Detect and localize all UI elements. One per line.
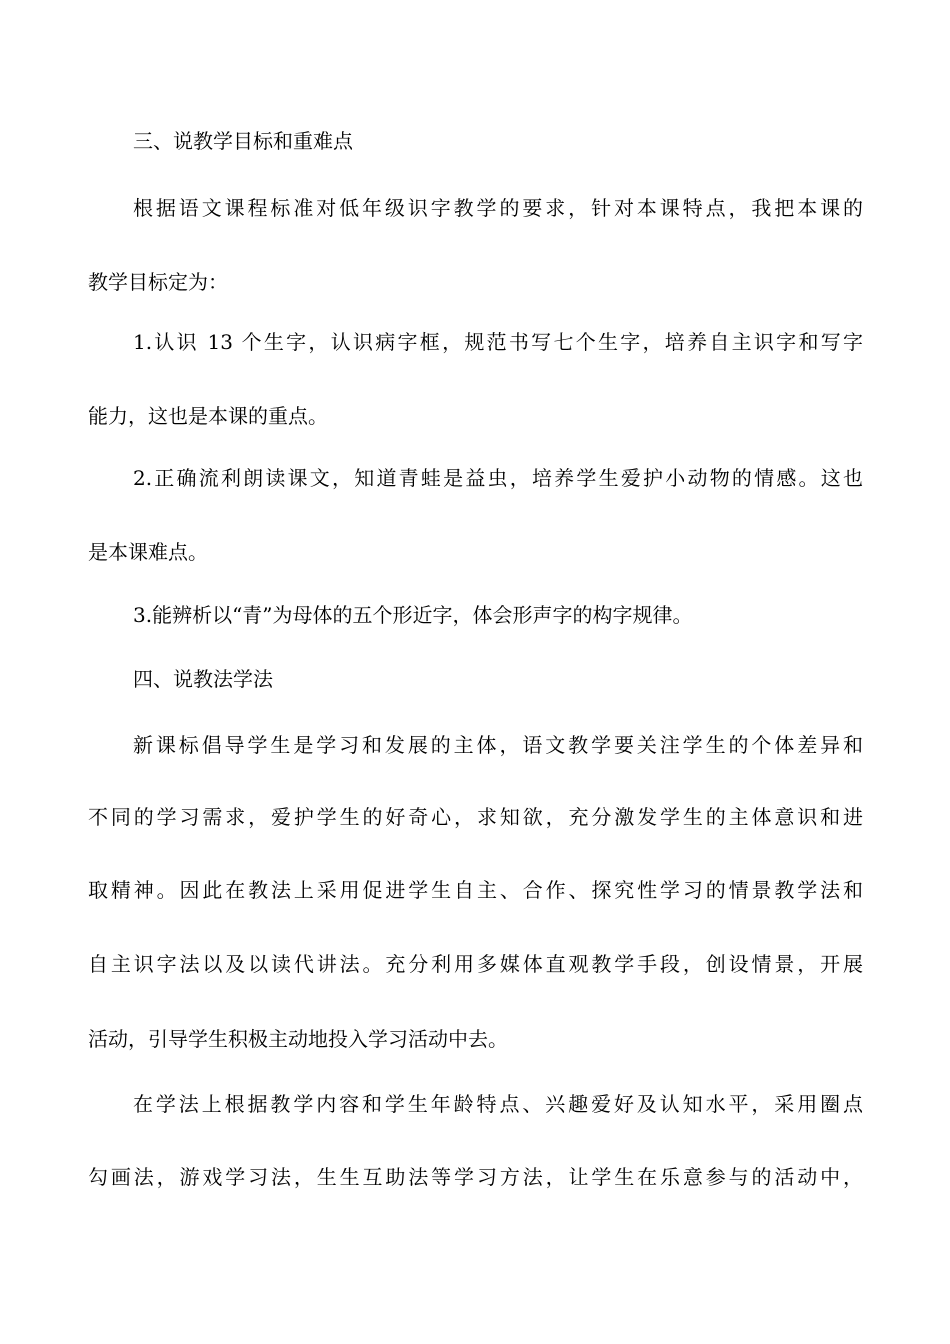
paragraph-line: 勾画法，游戏学习法，生生互助法等学习方法，让学生在乐意参与的活动中， [88, 1165, 863, 1189]
paragraph-line: 教学目标定为： [88, 270, 228, 294]
paragraph-line: 3.能辨析以“青”为母体的五个形近字，体会形声字的构字规律。 [133, 603, 693, 627]
paragraph-line: 不同的学习需求，爱护学生的好奇心，求知欲，充分激发学生的主体意识和进 [88, 805, 863, 829]
paragraph-line: 活动，引导学生积极主动地投入学习活动中去。 [88, 1027, 508, 1051]
paragraph-line: 是本课难点。 [88, 540, 208, 564]
paragraph-line: 自主识字法以及以读代讲法。充分利用多媒体直观教学手段，创设情景，开展 [88, 952, 863, 976]
paragraph-line: 根据语文课程标准对低年级识字教学的要求，针对本课特点，我把本课的 [133, 196, 863, 220]
paragraph-line: 在学法上根据教学内容和学生年龄特点、兴趣爱好及认知水平，采用圈点 [133, 1092, 863, 1116]
section-heading-methods: 四、说教法学法 [133, 667, 273, 691]
paragraph-line: 2.正确流利朗读课文，知道青蛙是益虫，培养学生爱护小动物的情感。这也 [133, 466, 863, 490]
paragraph-line: 能力，这也是本课的重点。 [88, 404, 328, 428]
paragraph-line: 新课标倡导学生是学习和发展的主体，语文教学要关注学生的个体差异和 [133, 733, 863, 757]
section-heading-objectives: 三、说教学目标和重难点 [133, 129, 353, 153]
paragraph-line: 取精神。因此在教法上采用促进学生自主、合作、探究性学习的情景教学法和 [88, 878, 863, 902]
paragraph-line: 1.认识 13 个生字，认识病字框，规范书写七个生字，培养自主识字和写字 [133, 330, 863, 354]
